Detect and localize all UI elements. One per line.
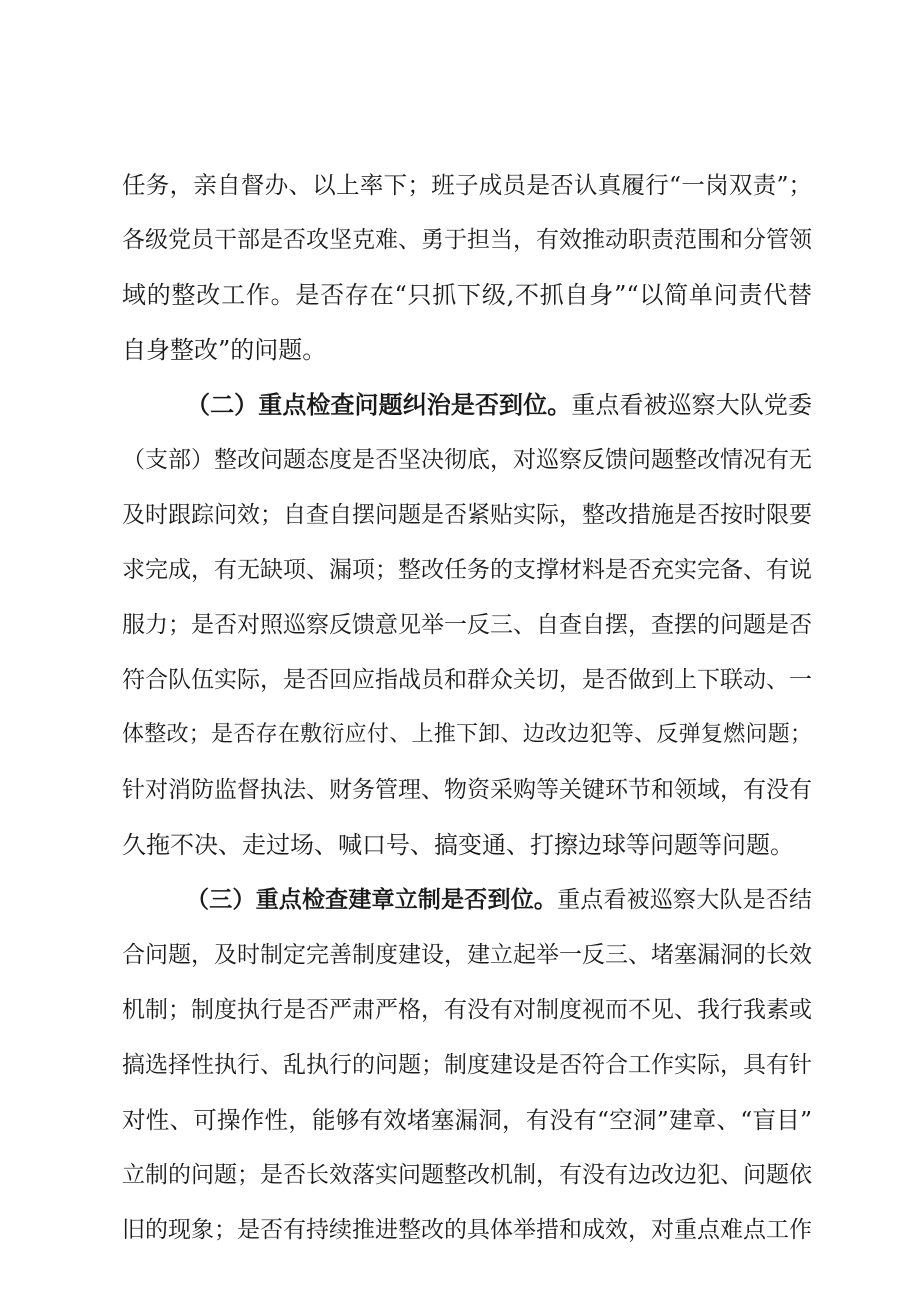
text-line: 服力；是否对照巡察反馈意见举一反三、自查自摆，查摆的问题是否 <box>122 612 812 638</box>
text-line: 立制的问题；是否长效落实问题整改机制，有没有边改边犯、问题依 <box>122 1162 812 1188</box>
text-line: 各级党员干部是否攻坚克难、勇于担当，有效推动职责范围和分管领 <box>122 227 812 253</box>
text-run: 重点看被巡察大队是否结 <box>557 887 812 913</box>
section-heading: （二）重点检查问题纠治是否到位。 <box>186 391 572 419</box>
text-line: 久拖不决、走过场、喊口号、搞变通、打擦边球等问题等问题。 <box>122 831 794 859</box>
paragraph-first-line <box>186 880 812 920</box>
text-line: 搞选择性执行、乱执行的问题；制度建设是否符合工作实际，具有针 <box>122 1052 812 1078</box>
text-run: 重点看被巡察大队党委 <box>571 391 812 419</box>
text-line: （支部）整改问题态度是否坚决彻底，对巡察反馈问题整改情况有无 <box>122 447 812 473</box>
text-line: 自身整改”的问题。 <box>122 336 327 364</box>
text-line: 域的整改工作。是否存在“只抓下级,不抓自身”“以简单问责代替 <box>122 281 812 309</box>
text-line: 机制；制度执行是否严肃严格，有没有对制度视而不见、我行我素或 <box>122 997 812 1023</box>
text-line: 求完成，有无缺项、漏项；整改任务的支撑材料是否充实完备、有说 <box>122 557 812 583</box>
text-line: 及时跟踪问效；自查自摆问题是否紧贴实际，整改措施是否按时限要 <box>122 502 812 528</box>
text-line: 旧的现象；是否有持续推进整改的具体举措和成效，对重点难点工作 <box>122 1217 812 1243</box>
text-line: 对性、可操作性，能够有效堵塞漏洞，有没有“空洞”建章、“盲目” <box>122 1106 812 1134</box>
text-line: 符合队伍实际，是否回应指战员和群众关切，是否做到上下联动、一 <box>122 667 812 693</box>
text-line: 任务，亲自督办、以上率下；班子成员是否认真履行“一岗双责”； <box>122 171 812 199</box>
section-heading: （三）重点检查建章立制是否到位。 <box>186 887 558 913</box>
text-line: 合问题，及时制定完善制度建设，建立起举一反三、堵塞漏洞的长效 <box>122 942 812 968</box>
text-line: 针对消防监督执法、财务管理、物资采购等关键环节和领域，有没有 <box>122 777 812 803</box>
text-line: 体整改；是否存在敷衍应付、上推下卸、边改边犯等、反弹复燃问题； <box>122 722 812 747</box>
paragraph-first-line <box>186 385 812 425</box>
